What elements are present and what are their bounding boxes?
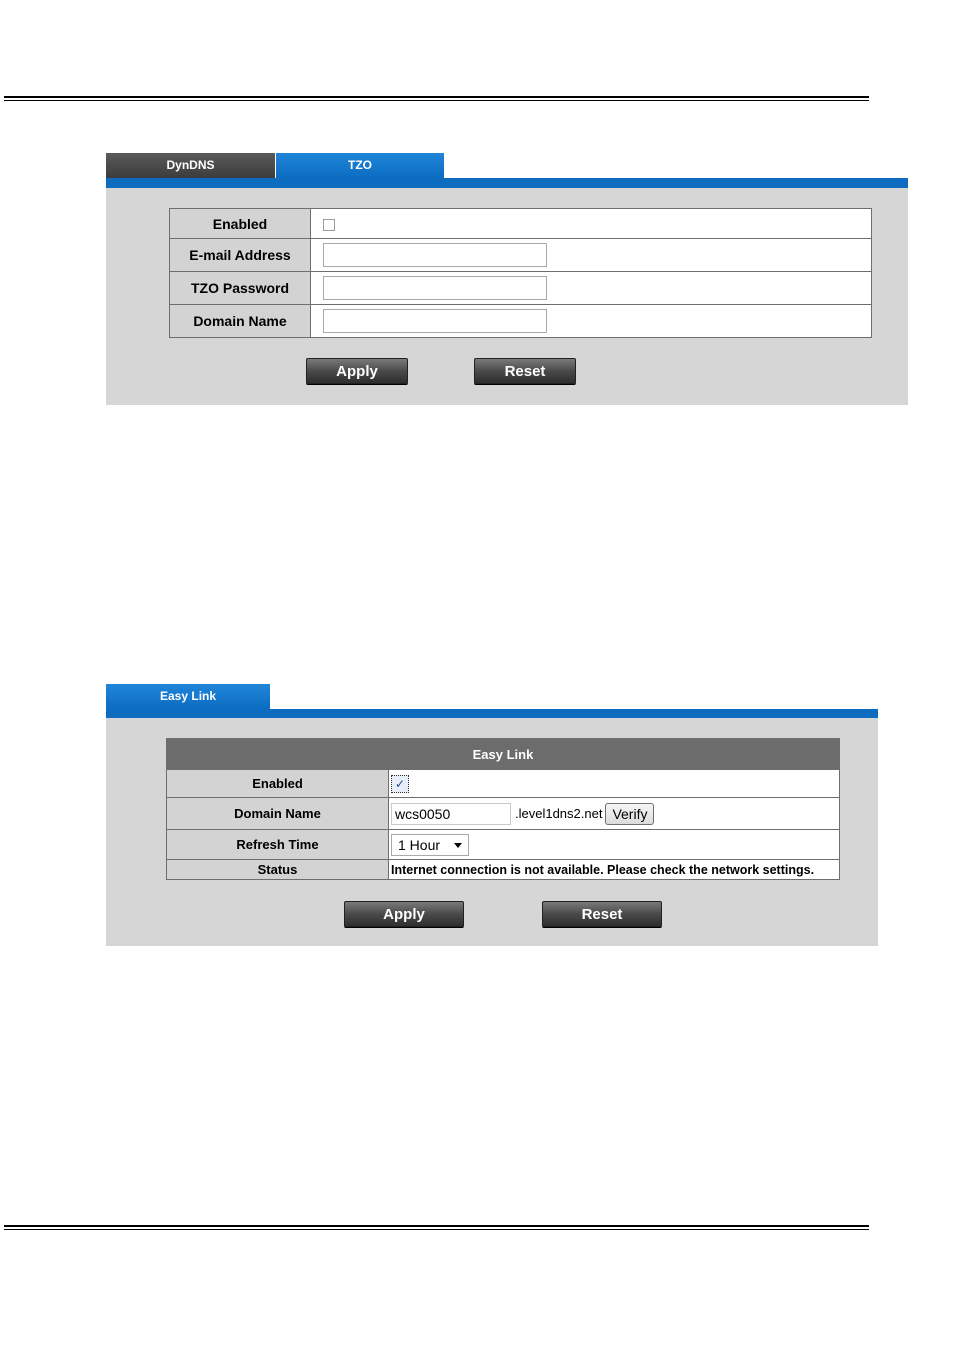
ddns-panel — [106, 153, 908, 405]
form-row-password — [170, 272, 872, 305]
enabled-label: Enabled — [167, 770, 389, 798]
table-title: Easy Link — [167, 739, 840, 770]
enabled-label: Enabled — [170, 209, 311, 239]
easylink-panel — [106, 684, 878, 946]
password-input[interactable] — [323, 276, 547, 300]
refresh-time-value: 1 Hour — [398, 836, 441, 853]
refresh-label: Refresh Time — [167, 830, 389, 860]
row-refresh — [167, 830, 840, 860]
tab-underline-bar — [106, 709, 878, 718]
top-divider — [4, 96, 869, 101]
tzo-form-table — [169, 208, 872, 338]
easylink-tab-bar — [106, 684, 270, 709]
row-enabled — [167, 770, 840, 798]
domain-label: Domain Name — [170, 305, 311, 338]
email-input[interactable] — [323, 243, 547, 267]
form-row-email — [170, 239, 872, 272]
table-header-row — [167, 739, 840, 770]
reset-button[interactable]: Reset — [474, 358, 576, 384]
domain-label: Domain Name — [167, 798, 389, 830]
status-label: Status — [167, 860, 389, 880]
refresh-time-select[interactable] — [391, 834, 469, 856]
tab-underline-bar — [106, 178, 908, 188]
domain-input[interactable] — [323, 309, 547, 333]
ddns-tab-bar — [106, 153, 444, 178]
verify-button[interactable]: Verify — [605, 803, 654, 825]
bottom-divider — [4, 1225, 869, 1230]
form-row-enabled — [170, 209, 872, 239]
enabled-checkbox[interactable] — [323, 219, 335, 231]
tab-tzo[interactable]: TZO — [276, 153, 444, 178]
status-text: Internet connection is not available. Please check the network settings. — [389, 860, 840, 880]
checkmark-icon: ✓ — [395, 776, 406, 791]
enabled-checkbox[interactable] — [391, 775, 409, 793]
email-label: E-mail Address — [170, 239, 311, 272]
tab-easy-link[interactable]: Easy Link — [106, 684, 270, 709]
apply-button[interactable]: Apply — [344, 901, 464, 927]
easylink-table — [166, 738, 840, 880]
password-label: TZO Password — [170, 272, 311, 305]
form-row-domain — [170, 305, 872, 338]
reset-button[interactable]: Reset — [542, 901, 662, 927]
tab-dyndns[interactable]: DynDNS — [106, 153, 276, 178]
domain-suffix: .level1dns2.net — [515, 806, 603, 821]
row-status — [167, 860, 840, 880]
row-domain — [167, 798, 840, 830]
apply-button[interactable]: Apply — [306, 358, 408, 384]
domain-input[interactable]: wcs0050 — [391, 803, 511, 825]
dropdown-arrow-icon — [454, 843, 462, 848]
